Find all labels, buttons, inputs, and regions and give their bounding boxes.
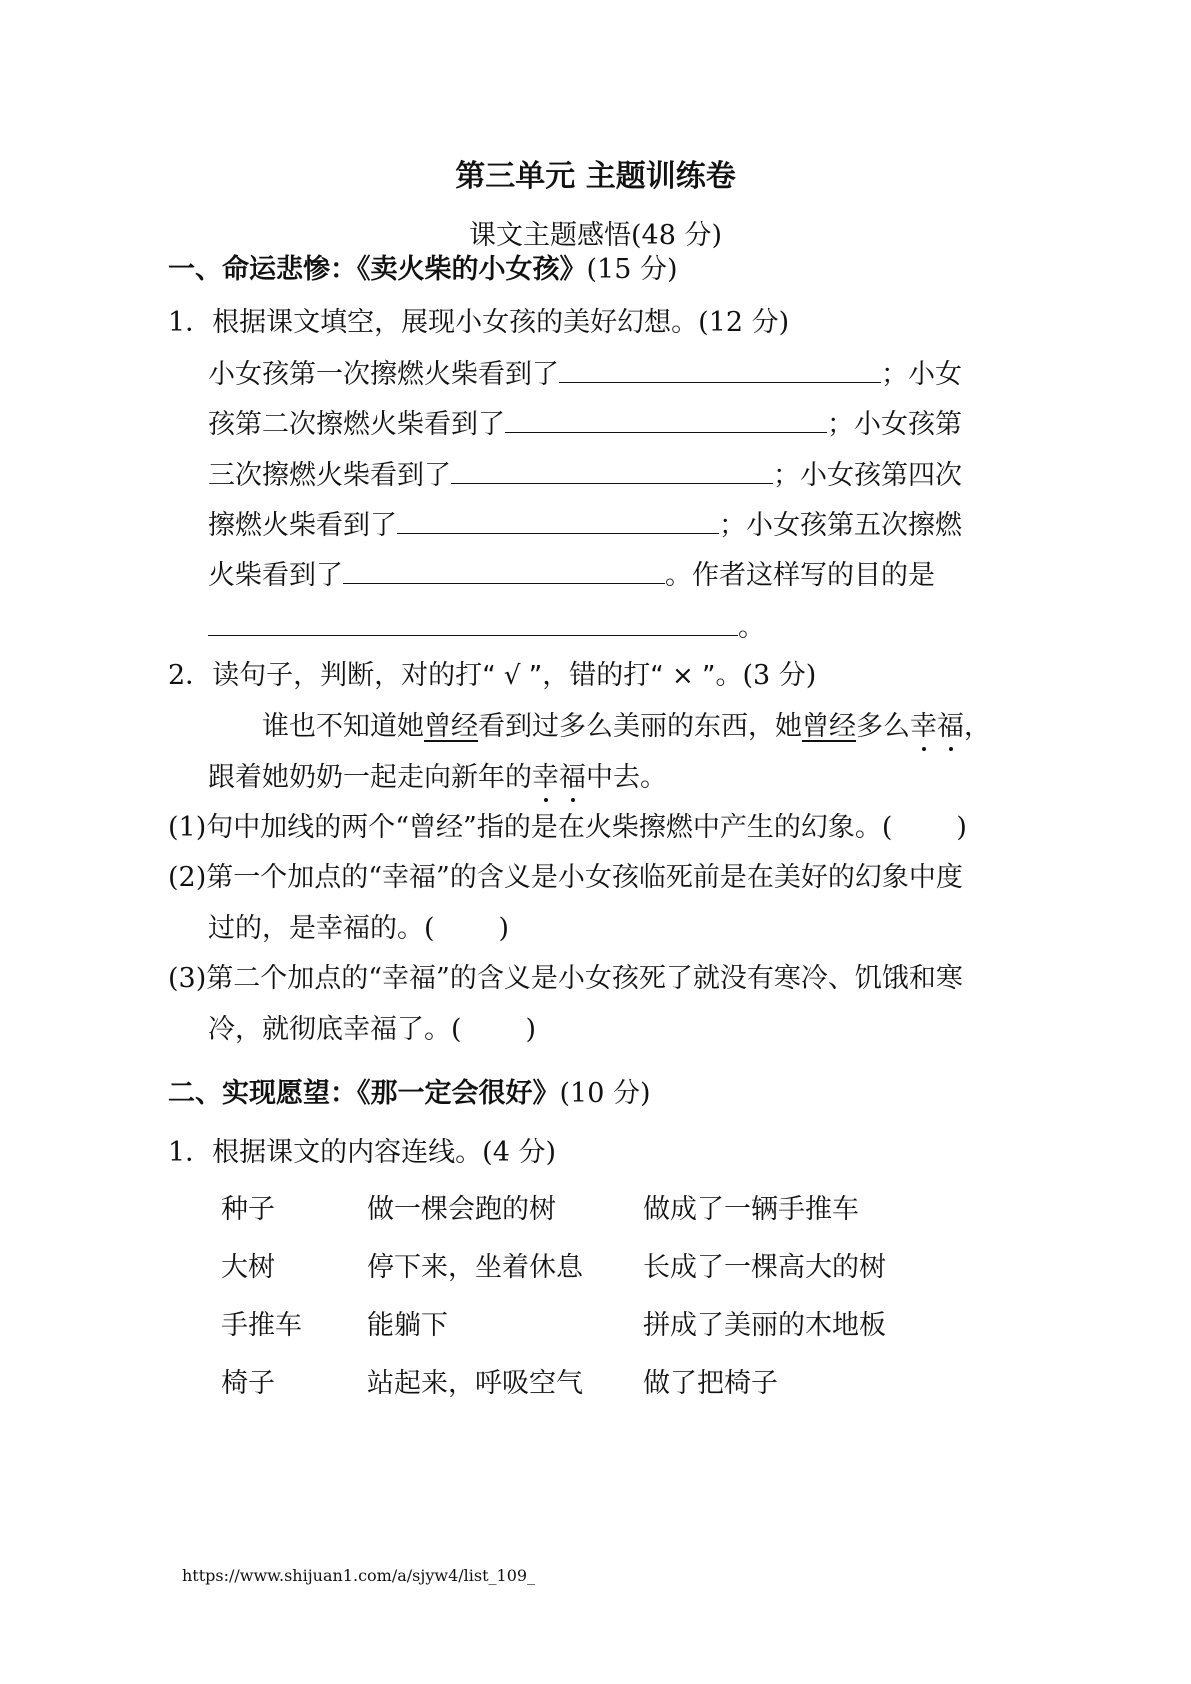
q1-line-1-tail: ；小女 xyxy=(881,359,962,390)
q1-line-2-text: 孩第二次擦燃火柴看到了 xyxy=(208,409,505,440)
answer-blank-3[interactable] xyxy=(451,457,773,484)
match-col2-item[interactable]: 停下来，坐着休息 xyxy=(367,1252,583,1283)
section2-points: (10 分) xyxy=(559,1078,651,1109)
section1-heading xyxy=(168,252,678,288)
q1-line-5 xyxy=(208,557,935,594)
match-col1-item[interactable]: 椅子 xyxy=(221,1368,275,1399)
match-col3-item[interactable]: 拼成了美丽的木地板 xyxy=(643,1310,886,1341)
cross-mark-label: “ × ” xyxy=(650,661,716,691)
passage-seg: 多么 xyxy=(856,711,910,742)
statement-1-text: (1)句中加线的两个“曾经”指的是在火柴擦燃中产生的幻象。( xyxy=(168,812,893,843)
q1-line-4-tail: ；小女孩第五次擦燃 xyxy=(719,510,962,541)
q1-line-6 xyxy=(208,609,765,646)
match-col1-item[interactable]: 种子 xyxy=(221,1194,275,1225)
q2-statement-3: (3)第二个加点的“幸福”的含义是小女孩死了就没有寒冷、饥饿和寒 xyxy=(168,963,963,994)
q1-line-4-text: 擦燃火柴看到了 xyxy=(208,510,397,541)
paren-close: ) xyxy=(498,913,510,944)
q1-line-5-tail: 。作者这样写的目的是 xyxy=(665,560,935,591)
q2-statement-2: (2)第一个加点的“幸福”的含义是小女孩临死前是在美好的幻象中度 xyxy=(168,862,963,893)
passage-line-1 xyxy=(262,709,991,745)
match-col2-item[interactable]: 能躺下 xyxy=(367,1310,448,1341)
dotted-char: 福 xyxy=(937,709,964,745)
q1-line-2-tail: ；小女孩第 xyxy=(827,409,962,440)
q1-line-5-text: 火柴看到了 xyxy=(208,560,343,591)
paren-close: ) xyxy=(525,1014,537,1045)
match-col2-item[interactable]: 站起来，呼吸空气 xyxy=(367,1368,583,1399)
statement-3b-text: 冷，就彻底幸福了。( xyxy=(208,1014,462,1045)
match-col3-item[interactable]: 长成了一棵高大的树 xyxy=(643,1252,886,1283)
section2-heading xyxy=(168,1076,651,1112)
answer-blank-1[interactable] xyxy=(559,356,881,383)
answer-blank-5[interactable] xyxy=(343,557,665,584)
passage-line-2 xyxy=(208,760,667,796)
match-col1-item[interactable]: 大树 xyxy=(221,1252,275,1283)
q1-line-3-tail: ；小女孩第四次 xyxy=(773,460,962,491)
q1-line-1 xyxy=(208,356,962,393)
dotted-char: 幸 xyxy=(532,760,559,796)
passage-seg: 看到过多么美丽的东西，她 xyxy=(478,711,802,742)
q1-line-2 xyxy=(208,406,962,443)
q1-line-4 xyxy=(208,507,962,544)
q1-line-3-text: 三次擦燃火柴看到了 xyxy=(208,460,451,491)
q2-stem-c: 。(3 分) xyxy=(715,660,817,691)
check-mark-label: “ √ ” xyxy=(482,661,543,691)
q2-stem xyxy=(168,658,816,694)
passage-seg: ， xyxy=(964,711,991,742)
answer-blank-6[interactable] xyxy=(208,609,738,636)
statement-2b-text: 过的，是幸福的。( xyxy=(208,913,435,944)
q1-stem: 1．根据课文填空，展现小女孩的美好幻想。(12 分) xyxy=(168,307,790,338)
match-col2-item[interactable]: 做一棵会跑的树 xyxy=(367,1194,556,1225)
passage-seg: 谁也不知道她 xyxy=(262,711,424,742)
q1-line-1-text: 小女孩第一次擦燃火柴看到了 xyxy=(208,359,559,390)
underlined-word: 曾经 xyxy=(802,711,856,742)
page-subtitle: 课文主题感悟(48 分) xyxy=(468,220,722,251)
match-col1-item[interactable]: 手推车 xyxy=(221,1310,302,1341)
match-col3-item[interactable]: 做成了一辆手推车 xyxy=(643,1194,859,1225)
q2-statement-1 xyxy=(168,810,967,846)
dotted-char: 福 xyxy=(559,760,586,796)
section1-points: (15 分) xyxy=(586,254,678,285)
section1-heading-text: 一、命运悲惨：《卖火柴的小女孩》 xyxy=(168,254,587,285)
answer-blank-4[interactable] xyxy=(397,507,719,534)
underlined-word: 曾经 xyxy=(424,711,478,742)
q2-statement-2-cont xyxy=(208,911,509,947)
q2-statement-3-cont xyxy=(208,1012,536,1048)
answer-blank-2[interactable] xyxy=(505,406,827,433)
passage-seg: 中去。 xyxy=(586,762,667,793)
match-col3-item[interactable]: 做了把椅子 xyxy=(643,1368,778,1399)
q2-stem-a: 2．读句子，判断，对的打 xyxy=(168,660,483,691)
passage-seg: 跟着她奶奶一起走向新年的 xyxy=(208,762,532,793)
q2-stem-b: ，错的打 xyxy=(542,660,651,691)
s2-q1-stem: 1．根据课文的内容连线。(4 分) xyxy=(168,1137,557,1168)
paren-close: ) xyxy=(956,812,967,843)
dotted-char: 幸 xyxy=(910,709,937,745)
q1-line-3 xyxy=(208,457,962,494)
footer-url: https://www.shijuan1.com/a/sjyw4/list_109_ xyxy=(182,1566,536,1585)
q1-line-6-tail: 。 xyxy=(738,612,765,643)
section2-heading-text: 二、实现愿望：《那一定会很好》 xyxy=(168,1078,560,1109)
page-title: 第三单元 主题训练卷 xyxy=(455,159,736,194)
